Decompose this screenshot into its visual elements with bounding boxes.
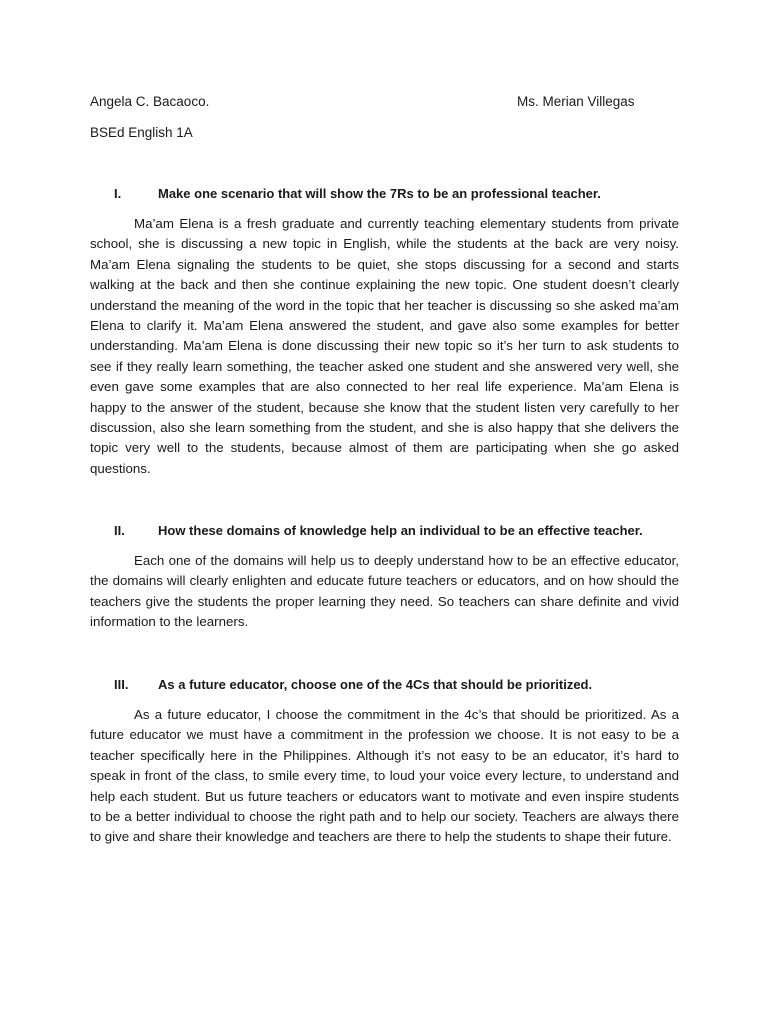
course-section: BSEd English 1A [90,125,193,140]
answer-1: Ma’am Elena is a fresh graduate and currently teaching elementary students from private school, she is discussing a new topic in English, while the students at the back are very noisy. Ma’am Elena signaling the students to be quiet, she stops discussing for a second and starts walking at the back and then she continue explaining the new topic. One student doesn’t clearly understand the meaning of the word in the topic that her teacher is discussing so she asked ma’am Elena to clarify it. Ma’am Elena answered the student, and gave also some examples for better understanding. Ma’am Elena is done discussing their new topic so it’s her turn to ask students to see if they really learn something, the teacher asked one student and she answered very well, she even gave some examples that are also connected to her real life experience. Ma’am Elena is happy to the answer of the student, because she know that the student listen very carefully to her discussion, also she learn something from the student, and she is also happy that she delivers the topic very well to the students, because almost of them are participating when she go asked questions. [90,216,679,476]
answer-3: As a future educator, I choose the commitment in the 4c’s that should be prioritized. As a future educator we must have a commitment in the profession we choose. It is not easy to be a teacher specifically here in the Philippines. Although it’s not easy to be an educator, it’s hard to speak in front of the class, to smile every time, to loud your voice every lecture, to understand and help each student. But us future teachers or educators want to motivate and even inspire students to be a better individual to choose the right path and to help our society. Teachers are always there to give and share their knowledge and teachers are there to help the students to shape their future. [90,707,679,845]
question-text: As a future educator, choose one of the 4Cs that should be prioritized. [158,677,593,692]
question-number: II. [114,523,125,538]
answer-2: Each one of the domains will help us to deeply understand how to be an effective educator, the domains will clearly enlighten and educate future teachers or educators, and on how should the teachers give the students the proper learning they need. So teachers can share definite and vivid information to the learners. [90,553,679,630]
question-number: I. [114,186,122,201]
instructor-name: Ms. Merian Villegas [517,94,635,109]
question-text: Make one scenario that will show the 7Rs to be an professional teacher. [158,186,601,201]
question-number: III. [114,677,129,692]
question-text: How these domains of knowledge help an individual to be an effective teacher. [158,523,643,538]
student-name: Angela C. Bacaoco. [90,94,210,109]
